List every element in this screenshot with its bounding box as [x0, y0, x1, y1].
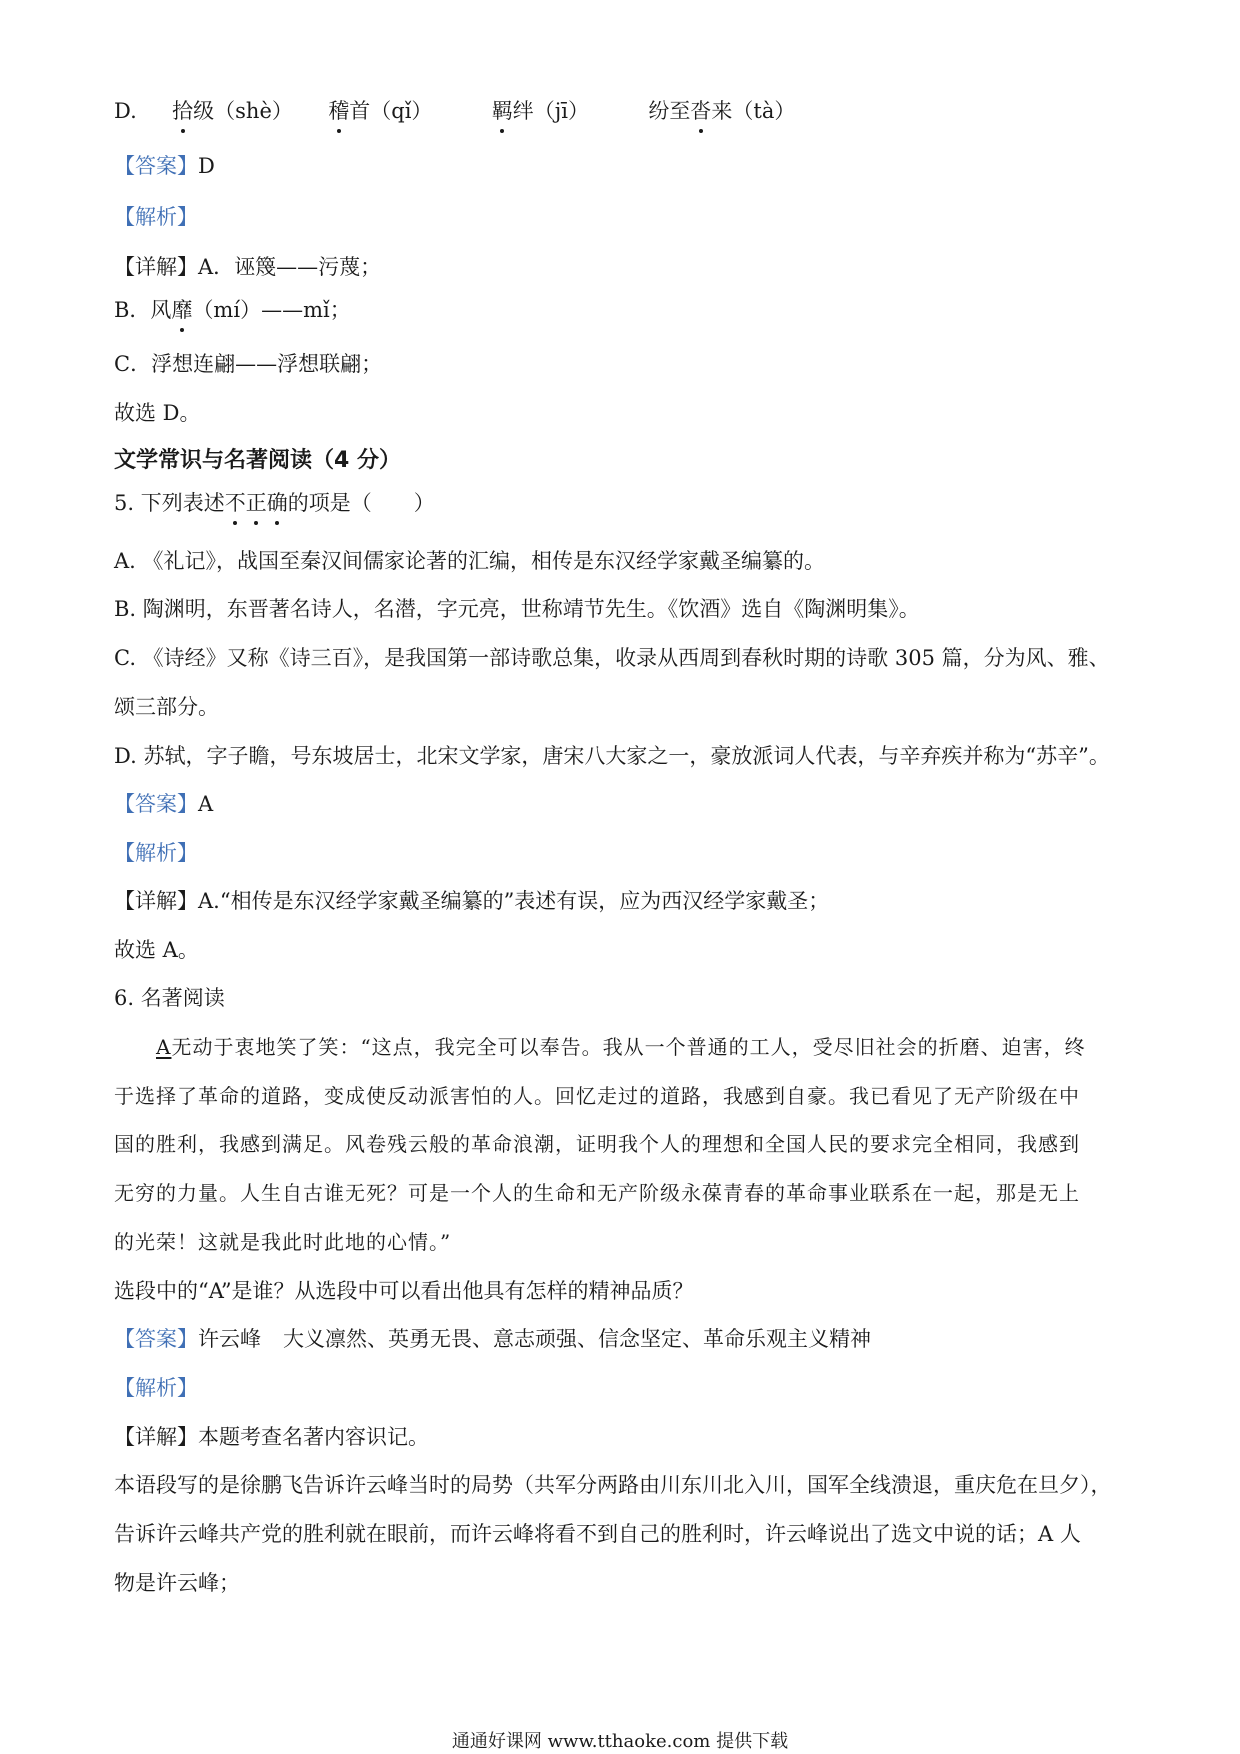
q5-option-c-cont: 颂三部分。: [114, 695, 219, 719]
q4-answer: 【答案】D: [114, 154, 215, 178]
q4-detail-c: C．浮想连翩——浮想联翩；: [114, 352, 383, 376]
q5-option-b: B. 陶渊明，东晋著名诗人，名潜，字元亮，世称靖节先生。《饮酒》选自《陶渊明集》。: [114, 597, 920, 621]
q6-explain-line-1: 本语段写的是徐鹏飞告诉许云峰当时的局势（共军分两路由川东川北入川，国军全线溃退，重庆危在旦夕），: [114, 1473, 1112, 1497]
q4-detail-a: 【详解】A．诬篾——污蔑；: [114, 255, 382, 279]
option-d-item-2: 稽首（qǐ）: [328, 99, 432, 123]
q6-passage-line-2: 于选择了革命的道路，变成使反动派害怕的人。回忆走过的道路，我感到自豪。我已看见了无产阶级在中: [114, 1084, 1080, 1108]
q4-conclusion: 故选 D。: [114, 401, 201, 425]
q6-question: 选段中的“A”是谁？从选段中可以看出他具有怎样的精神品质？: [114, 1279, 694, 1303]
q5-conclusion: 故选 A。: [114, 938, 199, 962]
q6-title: 6. 名著阅读: [114, 986, 225, 1010]
q6-answer: 【答案】许云峰 大义凛然、英勇无畏、意志顽强、信念坚定、革命乐观主义精神: [114, 1327, 871, 1351]
q6-passage-line-5: 的光荣！这就是我此时此地的心情。”: [114, 1230, 452, 1254]
option-d-item-4: 纷至沓来（tà）: [648, 99, 795, 123]
q6-analysis-tag: 【解析】: [114, 1376, 198, 1400]
q4-option-d: D. 拾级（shè） 稽首（qǐ） 羁绊（jī） 纷至沓来（tà）: [114, 96, 795, 126]
q6-explain-line-2: 告诉许云峰共产党的胜利就在眼前，而许云峰将看不到自己的胜利时，许云峰说出了选文中说的话；A 人: [114, 1522, 1081, 1546]
q6-detail: 【详解】本题考查名著内容识记。: [114, 1425, 429, 1449]
footer-source[interactable]: 通通好课网 www.tthaoke.com 提供下载: [451, 1731, 789, 1752]
section-title: 文学常识与名著阅读（4 分）: [114, 448, 401, 473]
q5-stem: 5. 下列表述不正确的项是（ ）: [114, 488, 435, 518]
q5-option-d: D. 苏轼，字子瞻，号东坡居士，北宋文学家，唐宋八大家之一，豪放派词人代表，与辛弃疾并称为“苏辛”。: [114, 744, 1110, 768]
q5-analysis-tag: 【解析】: [114, 841, 198, 865]
q5-detail: 【详解】A.“相传是东汉经学家戴圣编纂的”表述有误，应为西汉经学家戴圣；: [114, 889, 830, 913]
q4-analysis-tag: 【解析】: [114, 205, 198, 229]
q5-answer: 【答案】A: [114, 792, 214, 816]
q6-passage-line-3: 国的胜利，我感到满足。风卷残云般的革命浪潮，证明我个人的理想和全国人民的要求完全相同，我感到: [114, 1132, 1080, 1156]
option-d-item-1: 拾级（shè）: [172, 99, 293, 123]
q6-passage-line-1: A无动于衷地笑了笑：“这点，我完全可以奉告。我从一个普通的工人，受尽旧社会的折磨、迫害，终: [156, 1035, 1086, 1059]
q6-explain-line-3: 物是许云峰；: [114, 1571, 240, 1595]
option-d-item-3: 羁绊（jī）: [492, 99, 589, 123]
q5-option-c: C. 《诗经》又称《诗三百》，是我国第一部诗歌总集，收录从西周到春秋时期的诗歌 305 篇，分为风、雅、: [114, 646, 1110, 670]
q6-passage-line-4: 无穷的力量。人生自古谁无死？可是一个人的生命和无产阶级永葆青春的革命事业联系在一起，那是无上: [114, 1181, 1080, 1205]
q5-option-a: A. 《礼记》，战国至秦汉间儒家论著的汇编，相传是东汉经学家戴圣编纂的。: [114, 549, 826, 573]
q4-detail-b: B．风靡（mí）——mǐ；: [114, 295, 351, 325]
